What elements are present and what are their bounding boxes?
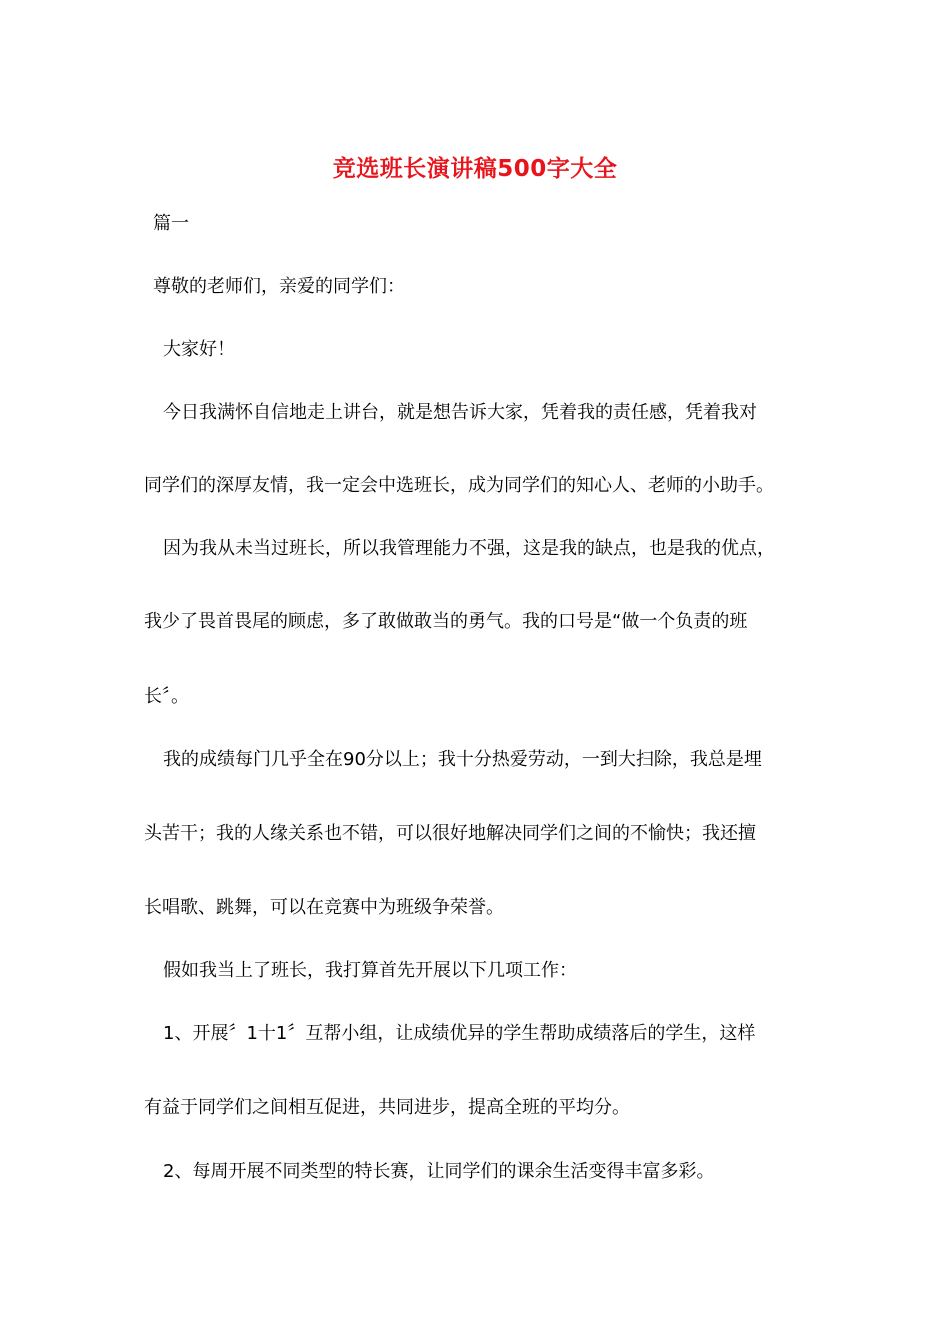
paragraph-line: 大家好！: [163, 339, 235, 360]
paragraph-line: 1、开展〞1十1〞互帮小组，让成绩优异的学生帮助成绩落后的学生，这样: [163, 1023, 756, 1044]
paragraph-line: 头苦干；我的人缘关系也不错，可以很好地解决同学们之间的不愉快；我还擅: [144, 823, 756, 844]
paragraph-line: 有益于同学们之间相互促进，共同进步，提高全班的平均分。: [144, 1097, 630, 1118]
paragraph-line: 我少了畏首畏尾的顾虑，多了敢做敢当的勇气。我的口号是“做一个负责的班: [144, 611, 748, 632]
paragraph-line: 2、每周开展不同类型的特长赛，让同学们的课余生活变得丰富多彩。: [163, 1161, 715, 1182]
section-label: 篇一: [153, 213, 189, 234]
paragraph-line: 因为我从未当过班长，所以我管理能力不强，这是我的缺点，也是我的优点，: [163, 538, 775, 559]
paragraph-line: 假如我当上了班长，我打算首先开展以下几项工作：: [163, 960, 577, 981]
document-title: 竞选班长演讲稿500字大全: [332, 156, 618, 182]
paragraph-line: 今日我满怀自信地走上讲台，就是想告诉大家，凭着我的责任感，凭着我对: [163, 402, 757, 423]
paragraph-line: 尊敬的老师们，亲爱的同学们：: [153, 276, 405, 297]
paragraph-line: 长〞。: [144, 686, 189, 707]
paragraph-line: 长唱歌、跳舞，可以在竞赛中为班级争荣誉。: [144, 897, 504, 918]
paragraph-line: 我的成绩每门几乎全在90分以上；我十分热爱劳动，一到大扫除，我总是埋: [163, 749, 762, 770]
paragraph-line: 同学们的深厚友情，我一定会中选班长，成为同学们的知心人、老师的小助手。: [144, 475, 774, 496]
